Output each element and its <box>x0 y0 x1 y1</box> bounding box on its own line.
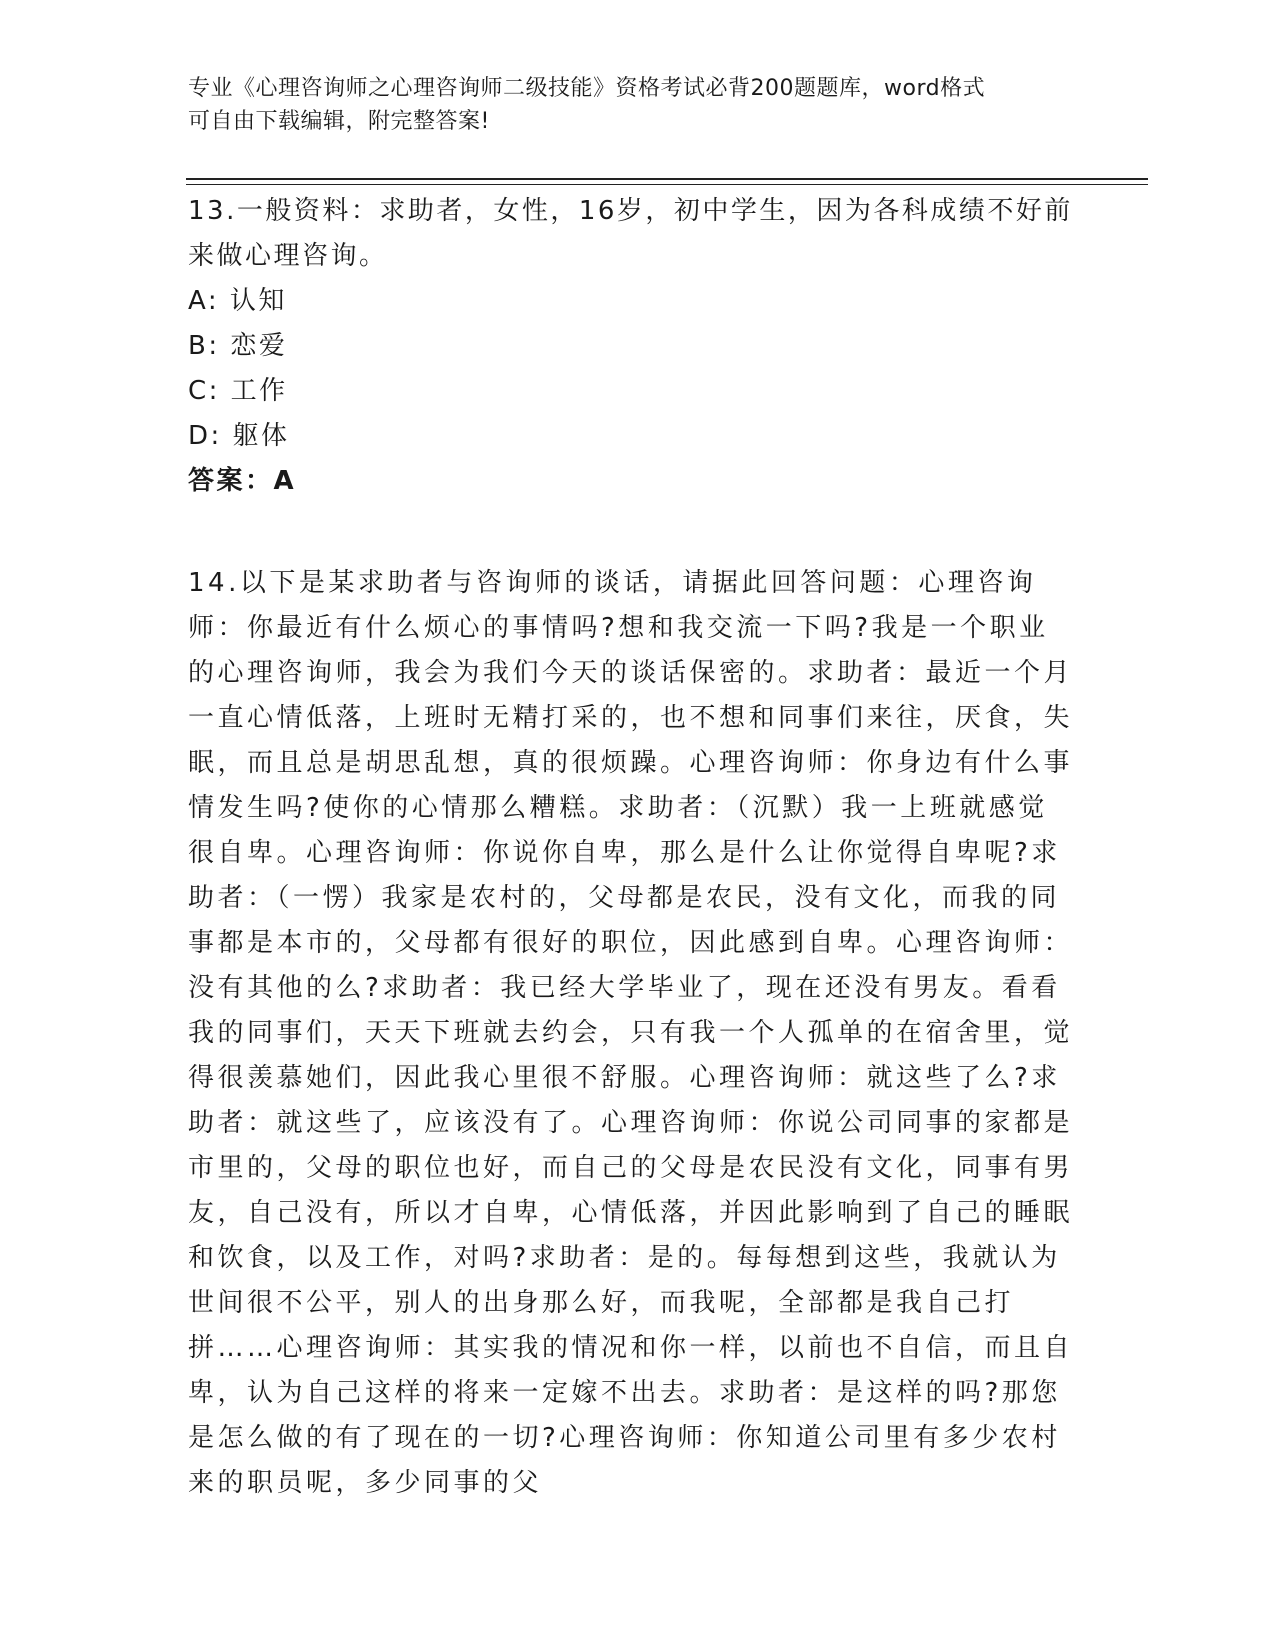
header-divider-thick <box>186 178 1148 180</box>
header-title-line1: 专业《心理咨询师之心理咨询师二级技能》资格考试必背200题题库，word格式 <box>188 76 986 101</box>
question-13-text: 13.一般资料：求助者，女性，16岁，初中学生，因为各科成绩不好前来做心理咨询。 <box>188 196 1073 271</box>
document-content <box>188 189 1073 1506</box>
header-title-line2: 可自由下载编辑，附完整答案! <box>188 109 490 134</box>
question-13-option-a: A: 认知 <box>188 286 287 316</box>
question-13-option-b: B: 恋爱 <box>188 331 288 361</box>
question-14-text: 14.以下是某求助者与咨询师的谈话，请据此回答问题：心理咨询师：你最近有什么烦心的事情吗?想和我交流一下吗?我是一个职业的心理咨询师，我会为我们今天的谈话保密的。求助者：最近一个月一直心情低落，上班时无精打采的，也不想和同事们来往，厌食，失眠，而且总是胡思乱想，真的很烦躁。心理咨询师：你身边有什么事情发生吗?使你的心情那么糟糕。求助者：（沉默）我一上班就感觉很自卑。心理咨询师：你说你自卑，那么是什么让你觉得自卑呢?求助者：（一愣）我家是农村的，父母都是农民，没有文化，而我的同事都是本市的，父母都有很好的职位，因此感到自卑。心理咨询师：没有其他的么?求助者：我已经大学毕业了，现在还没有男友。看看我的同事们，天天下班就去约会，只有我一个人孤单的在宿舍里，觉得很羡慕她们，因此我心里很不舒服。心理咨询师：就这些了么?求助者：就这些了，应该没有了。心理咨询师：你说公司同事的家都是市里的，父母的职位也好，而自己的父母是农民没有文化，同事有男友，自己没有，所以才自卑，心情低落，并因此影响到了自己的睡眠和饮食，以及工作，对吗?求助者：是的。每每想到这些，我就认为世间很不公平，别人的出身那么好，而我呢，全部都是我自己打拼……心理咨询师：其实我的情况和你一样，以前也不自信，而且自卑，认为自己这样的将来一定嫁不出去。求助者：是这样的吗?那您是怎么做的有了现在的一切?心理咨询师：你知道公司里有多少农村来的职员呢，多少同事的父 <box>188 568 1074 1498</box>
document-header <box>188 72 1068 138</box>
header-divider-thin <box>186 184 1148 185</box>
question-13-option-d: D: 躯体 <box>188 421 290 451</box>
question-13 <box>188 189 1073 504</box>
question-13-option-c: C: 工作 <box>188 376 288 406</box>
question-13-answer: 答案：A <box>188 466 297 496</box>
question-14 <box>188 561 1073 1506</box>
